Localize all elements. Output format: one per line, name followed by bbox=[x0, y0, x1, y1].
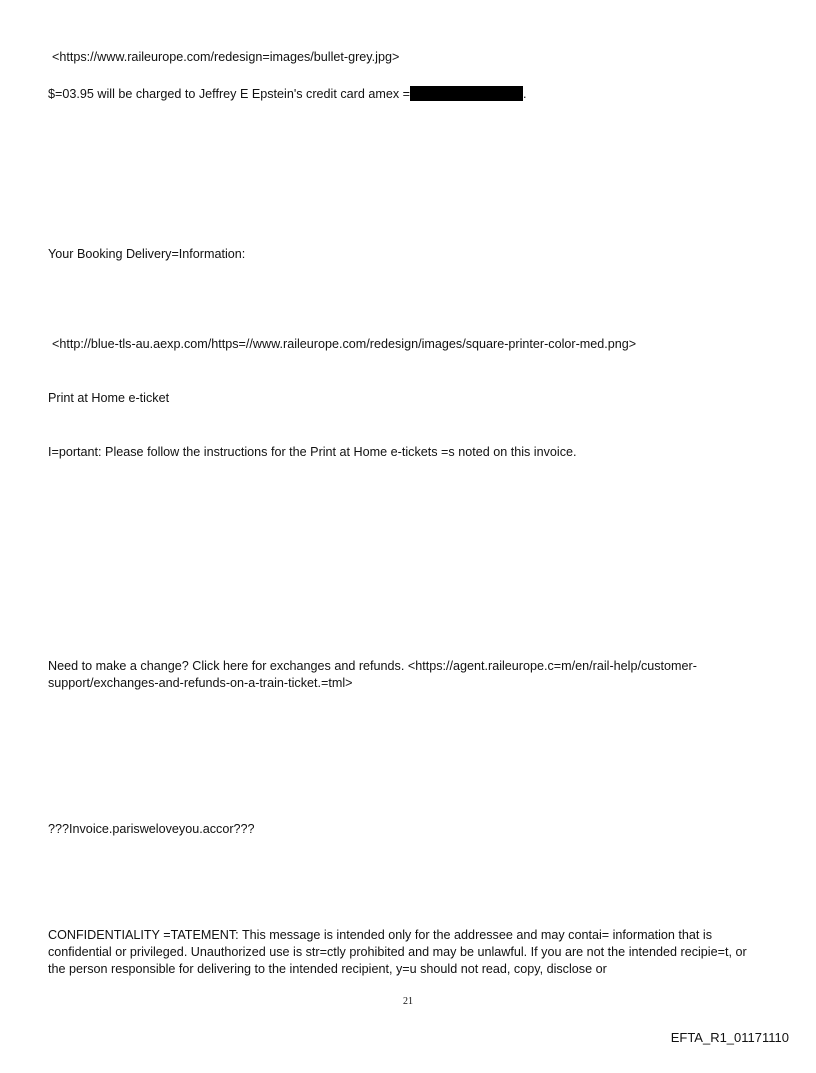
print-at-home-label: Print at Home e-ticket bbox=[48, 391, 170, 405]
change-link-paragraph[interactable]: Need to make a change? Click here for exchanges and refunds. <https://agent.raileurope.c=m/en/rail-help/customer-support/exchanges-and-refunds-on-a-train-ticket.=tml> bbox=[48, 659, 697, 690]
charge-suffix: . bbox=[523, 87, 527, 101]
confidentiality-statement: CONFIDENTIALITY =TATEMENT: This message is intended only for the addressee and may contai= information that is confidential or privileged. Unauthorized use is str=ctly prohibited and may be unlawful. If you are not the intended recipie=t, or the person responsible for delivering to the intended recipient, y=u should not read, copy, disclose or bbox=[48, 928, 747, 976]
charge-text: $=03.95 will be charged to Jeffrey E Epstein's credit card amex = bbox=[48, 87, 410, 101]
bullet-image-link[interactable]: <https://www.raileurope.com/redesign=images/bullet-grey.jpg> bbox=[52, 50, 400, 64]
page-number: 21 bbox=[403, 996, 413, 1007]
bates-number: EFTA_R1_01171110 bbox=[670, 1030, 789, 1045]
printer-image-link[interactable]: <http://blue-tls-au.aexp.com/https=//www.raileurope.com/redesign/images/square-printer-color-med.png> bbox=[52, 337, 637, 351]
invoice-tag: ???Invoice.parisweloveyou.accor??? bbox=[48, 822, 255, 836]
charge-line bbox=[48, 86, 527, 103]
important-notice: I=portant: Please follow the instructions for the Print at Home e-tickets =s noted on this invoice. bbox=[48, 445, 577, 459]
redaction-box bbox=[410, 86, 523, 101]
delivery-info-heading: Your Booking Delivery=Information: bbox=[48, 247, 246, 261]
